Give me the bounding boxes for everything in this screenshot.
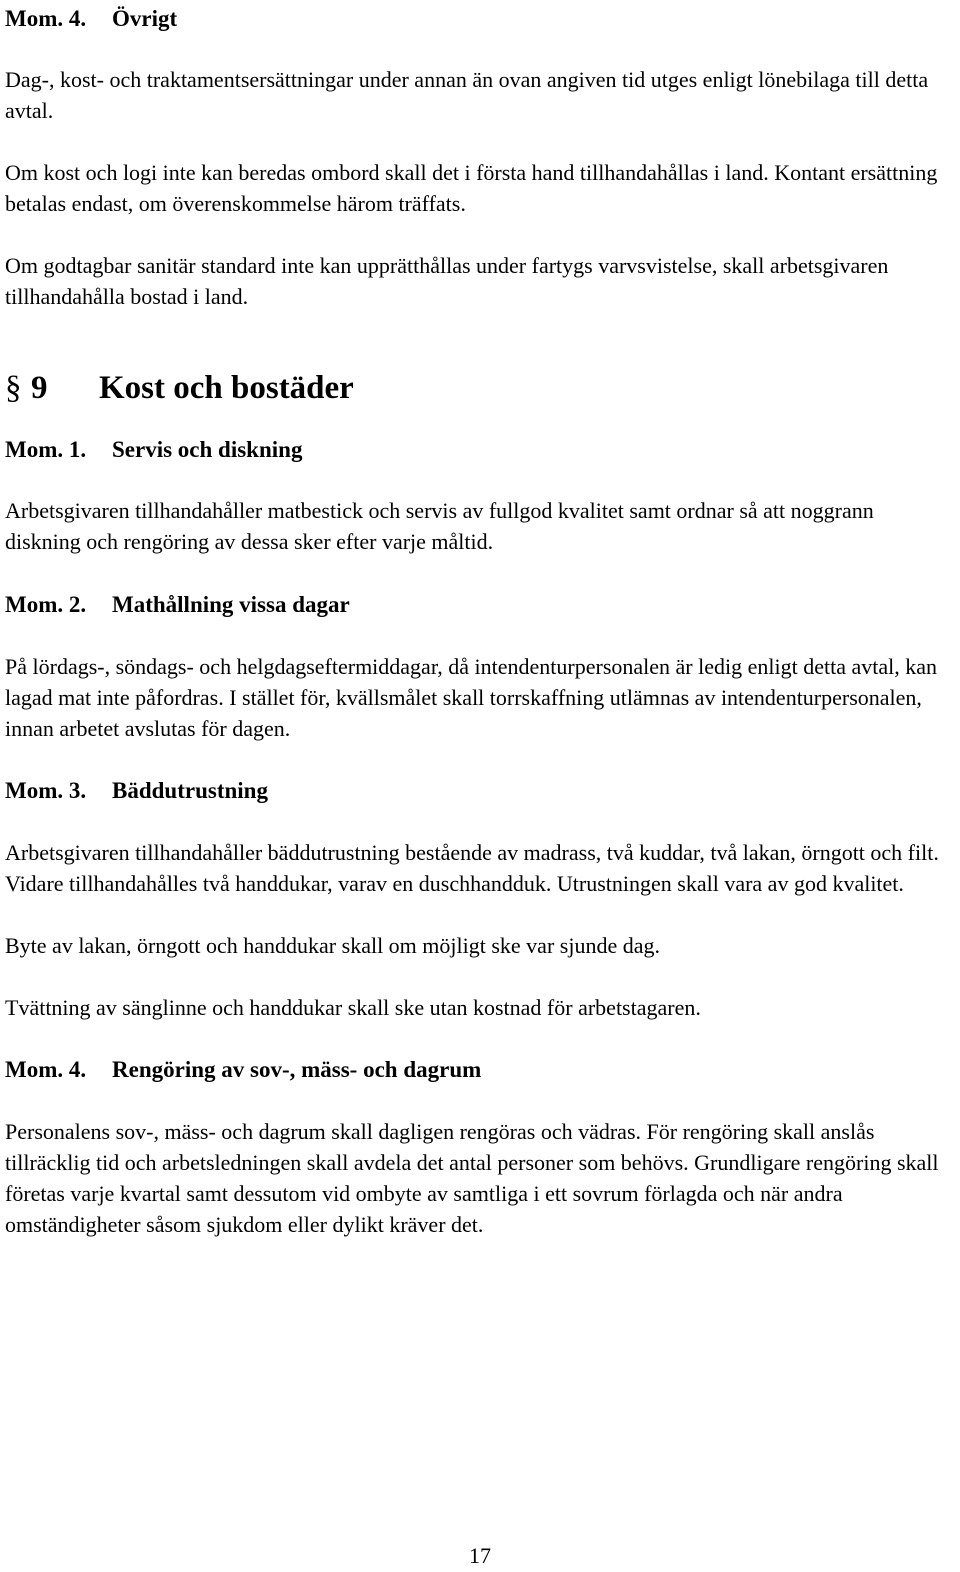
mom1-number: Mom. 1. — [5, 437, 87, 462]
mom2-paragraph-1: På lördags-, söndags- och helgdagseftermiddagar, då intendenturpersonalen är ledig enligt detta avtal, kan lagad mat inte påfordras. I stället för, kvällsmålet skall torrskaffning utlämnas av intendenturpersonalen, innan arbetet avslutas för dagen. — [5, 654, 937, 741]
mom4-ovrigt-paragraph-3: Om godtagbar sanitär standard inte kan upprätthållas under fartygs varvsvistelse, skall arbetsgivaren tillhandahålla bostad i land. — [5, 253, 889, 309]
mom1-title: Servis och diskning — [112, 437, 303, 462]
page-number: 17 — [469, 1543, 491, 1568]
mom4-ovrigt-heading — [5, 3, 955, 34]
mom4-rengoring-number: Mom. 4. — [5, 1057, 87, 1082]
section-9-title: Kost och bostäder — [99, 370, 354, 406]
mom4-ovrigt-paragraph-1: Dag-, kost- och traktamentsersättningar under annan än ovan angiven tid utges enligt lönebilaga till detta avtal. — [5, 67, 929, 123]
section-9-number: 9 — [31, 370, 48, 406]
mom2-title: Mathållning vissa dagar — [112, 592, 350, 617]
mom2-number: Mom. 2. — [5, 592, 87, 617]
mom1-paragraph-1: Arbetsgivaren tillhandahåller matbestick och servis av fullgod kvalitet samt ordnar så att noggrann diskning och rengöring av dessa sker efter varje måltid. — [5, 498, 874, 554]
mom4-rengoring-title: Rengöring av sov-, mäss- och dagrum — [112, 1057, 482, 1082]
mom4-ovrigt-title: Övrigt — [112, 6, 178, 31]
mom4-ovrigt-paragraph-2: Om kost och logi inte kan beredas ombord skall det i första hand tillhandahållas i land. Kontant ersättning betalas endast, om överenskommelse härom träffats. — [5, 160, 938, 216]
mom4-rengoring-paragraph-1: Personalens sov-, mäss- och dagrum skall dagligen rengöras och vädras. För rengöring skall anslås tillräcklig tid och arbetsledningen skall avdela det antal personer som behövs. Grundligare rengöring skall företas varje kvartal samt dessutom vid ombyte av samtliga i ett sovrum förlagda och när andra omständigheter såsom sjukdom eller dylikt kräver det. — [5, 1119, 939, 1237]
document-page — [5, 0, 955, 1240]
section-9-heading — [5, 368, 955, 408]
section-symbol: § — [5, 370, 22, 406]
mom3-number: Mom. 3. — [5, 778, 87, 803]
mom2-heading — [5, 589, 955, 620]
mom3-paragraph-2: Byte av lakan, örngott och handdukar skall om möjligt ske var sjunde dag. — [5, 933, 660, 958]
mom1-heading — [5, 434, 955, 465]
mom3-paragraph-3: Tvättning av sänglinne och handdukar skall ske utan kostnad för arbetstagaren. — [5, 995, 701, 1020]
mom3-heading — [5, 775, 955, 806]
mom4-ovrigt-number: Mom. 4. — [5, 6, 87, 31]
mom3-paragraph-1: Arbetsgivaren tillhandahåller bäddutrustning bestående av madrass, två kuddar, två lakan, örngott och filt. Vidare tillhandahålles två handdukar, varav en duschhandduk. Utrustningen skall vara av god kvalitet. — [5, 840, 939, 896]
mom3-title: Bäddutrustning — [112, 778, 268, 803]
mom4-rengoring-heading — [5, 1054, 955, 1085]
